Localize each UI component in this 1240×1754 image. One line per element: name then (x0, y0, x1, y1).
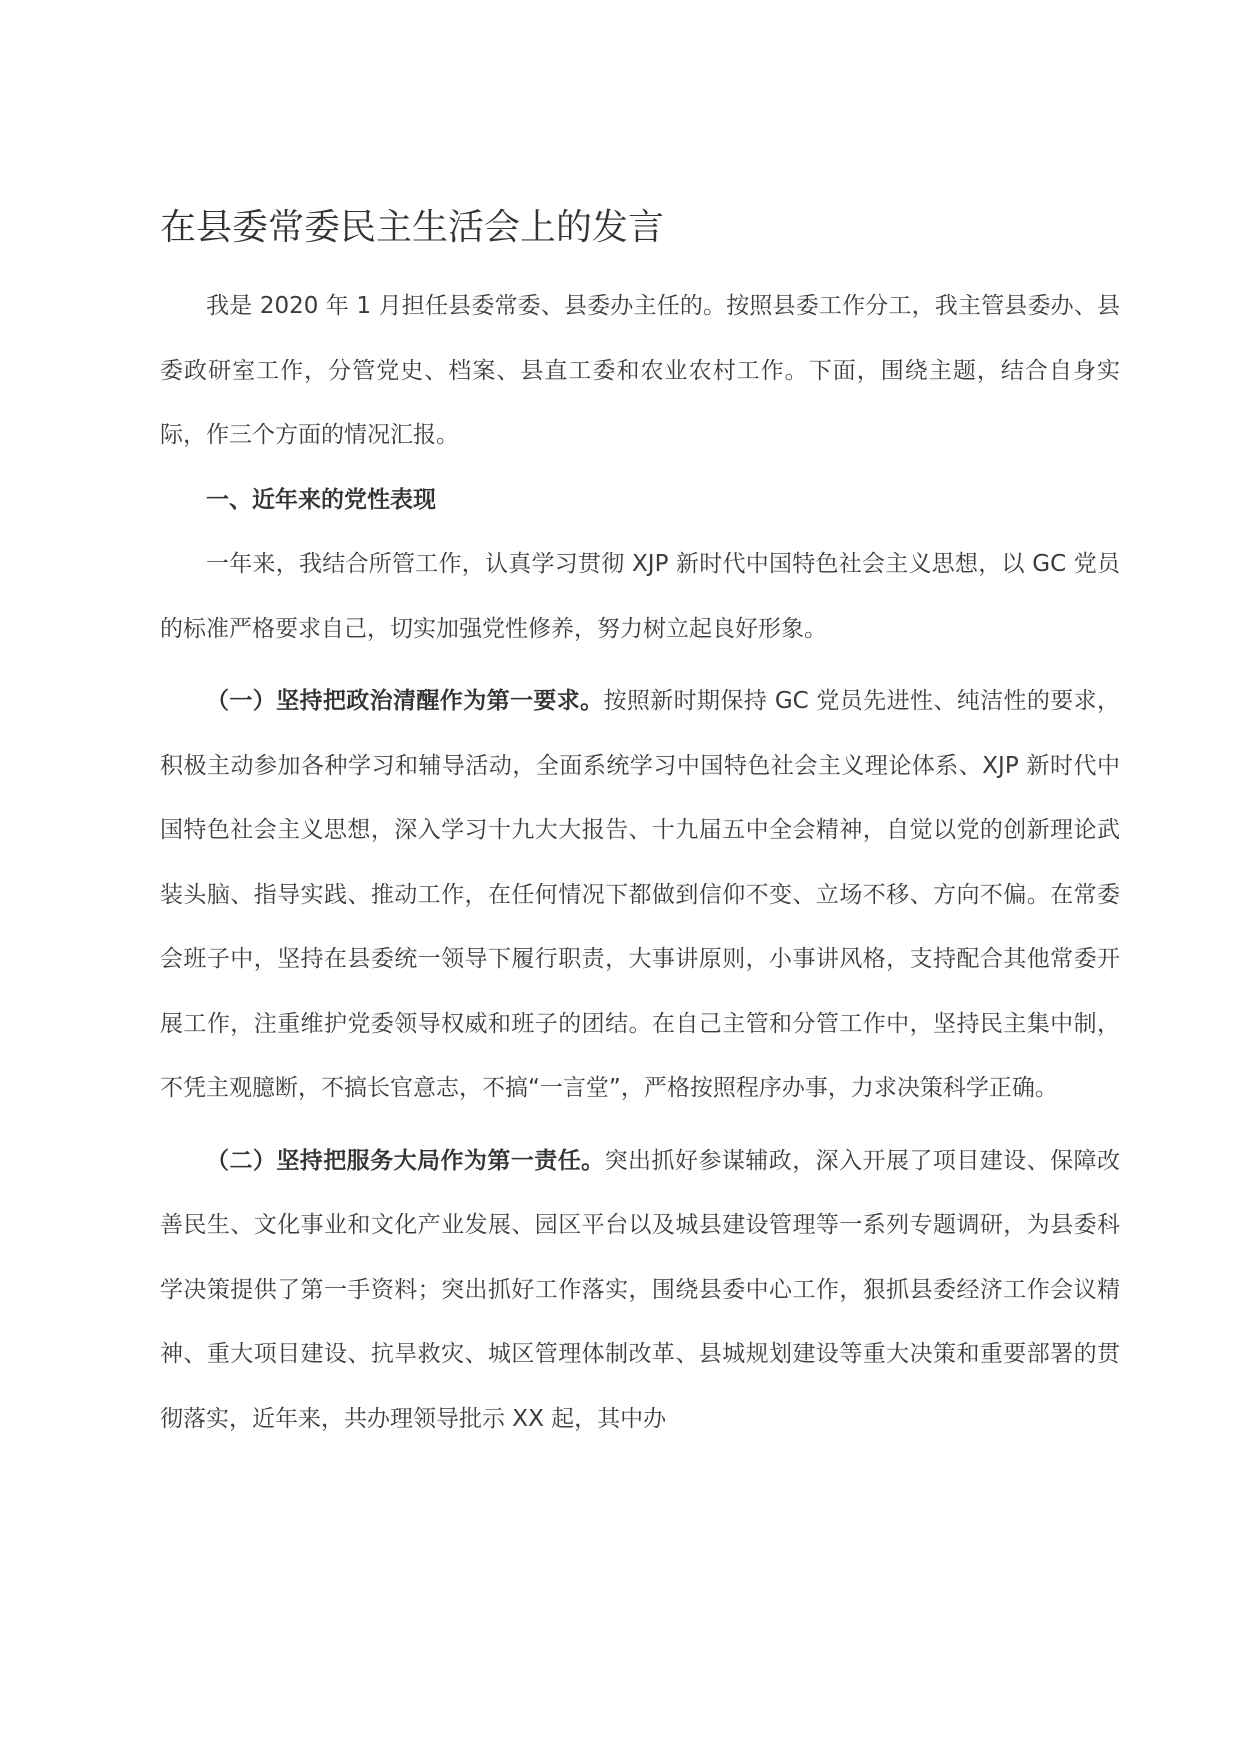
item-text-2: 突出抓好参谋辅政，深入开展了项目建设、保障改善民生、文化事业和文化产业发展、园区平台以及城县建设管理等一系列专题调研，为县委科学决策提供了第一手资料；突出抓好工作落实，围绕县委中心工作，狠抓县委经济工作会议精神、重大项目建设、抗旱救灾、城区管理体制改革、县城规划建设等重大决策和重要部署的贯彻落实，近年来，共办理领导批示 XX 起，其中办 (160, 1147, 1121, 1432)
document-title: 在县委常委民主生活会上的发言 (160, 207, 665, 248)
item-lead-1: （一）坚持把政治清醒作为第一要求。 (206, 688, 604, 714)
document-page (160, 200, 1120, 1451)
item-text-1: 按照新时期保持 GC 党员先进性、纯洁性的要求，积极主动参加各种学习和辅导活动，全面系统学习中国特色社会主义理论体系、XJP 新时代中国特色社会主义思想，深入学习十九大大报告、十九届五中全会精神，自觉以党的创新理论武装头脑、指导实践、推动工作，在任何情况下都做到信仰不变、立场不移、方向不偏。在常委会班子中，坚持在县委统一领导下履行职责，大事讲原则，小事讲风格，支持配合其他常委开展工作，注重维护党委领导权威和班子的团结。在自己主管和分管工作中，坚持民主集中制，不凭主观臆断，不搞长官意志，不搞“一言堂”，严格按照程序办事，力求决策科学正确。 (160, 688, 1120, 1101)
paragraph-gap (160, 1121, 1120, 1129)
paragraph-gap (160, 661, 1120, 669)
item-paragraph-2 (160, 1129, 1120, 1452)
section-paragraph: 一年来，我结合所管工作，认真学习贯彻 XJP 新时代中国特色社会主义思想，以 GC 党员的标准严格要求自己，切实加强党性修养，努力树立起良好形象。 (160, 551, 1120, 642)
item-paragraph-1 (160, 669, 1120, 1121)
item-lead-2: （二）坚持把服务大局作为第一责任。 (206, 1147, 605, 1174)
intro-paragraph: 我是 2020 年 1 月担任县委常委、县委办主任的。按照县委工作分工，我主管县委办、县委政研室工作，分管党史、档案、县直工委和农业农村工作。下面，围绕主题，结合自身实际，作三个方面的情况汇报。 (160, 293, 1120, 448)
section-heading: 一、近年来的党性表现 (206, 486, 436, 513)
